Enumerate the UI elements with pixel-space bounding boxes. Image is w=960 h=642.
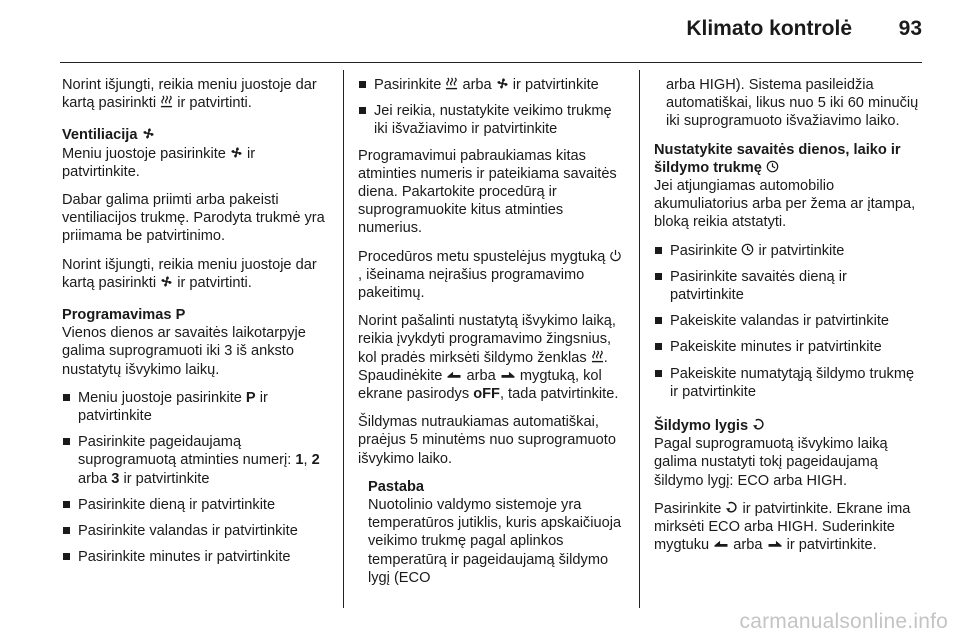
note-body: Nuotolinio valdymo sistemoje yra temperatūros jutiklis, kuris apskaičiuoja veikimo trukmę pagal aplinkos temperatūrą ir pageidaujamą šildymo lygį (ECO — [368, 497, 622, 586]
list-item: Pasirinkite ir patvirtinkite — [654, 242, 924, 260]
paragraph: Programavimui pabraukiamas kitas atminties numeris ir pateikiama savaitės diena. Pakartokite procedūrą ir suprogramuokite kitus atminties numerius. — [358, 147, 617, 237]
paragraph: Nustatykite savaitės dienos, laiko ir šildymo trukmę Jei atjungiamas automobilio akumuliatorius arba per žema ar įtampa, bloką reikia atstatyti. — [654, 141, 924, 232]
section-heading-ventilation: Ventiliacija — [62, 126, 330, 144]
fan-icon — [230, 146, 243, 159]
fan-icon — [496, 77, 509, 90]
watermark: carmanualsonline.info — [739, 610, 948, 633]
right-arrow-icon — [500, 368, 516, 381]
paragraph: Pasirinkite ir patvirtinkite. Ekrane ima mirksėti ECO arba HIGH. Suderinkite mygtuku arba ir patvirtinkite. — [654, 500, 911, 554]
page-title: Klimato kontrolė — [686, 17, 852, 40]
heater-icon — [445, 77, 458, 90]
paragraph: Norint pašalinti nustatytą išvykimo laiką, reikia įvykdyti programavimo žingsnius, kol pradės mirksėti šildymo ženklas . Spaudinėkite arba mygtuką, kol ekrane pasirodys oFF, tada patvirtinkite. — [358, 313, 619, 403]
page-header — [60, 0, 922, 63]
section-heading-clock: Nustatykite savaitės dienos, laiko ir šildymo trukmę — [654, 141, 901, 176]
heater-icon — [160, 95, 173, 108]
column-divider — [343, 70, 344, 608]
column-1 — [62, 76, 330, 574]
list-item: Pasirinkite savaitės dieną ir patvirtinkite — [654, 268, 924, 304]
list-item: Pakeiskite minutes ir patvirtinkite — [654, 338, 924, 356]
list-item: Pasirinkite dieną ir patvirtinkite — [62, 496, 330, 514]
cycle-icon — [752, 418, 765, 431]
list-item: Pasirinkite minutes ir patvirtinkite — [62, 548, 330, 566]
left-arrow-icon — [446, 368, 462, 381]
fan-icon — [160, 275, 173, 288]
clock-icon — [766, 160, 779, 173]
page-number: 93 — [898, 17, 922, 40]
list-item: Pasirinkite arba ir patvirtinkite — [358, 76, 626, 94]
section-heading-heating-level: Šildymo lygis — [654, 417, 924, 435]
left-arrow-icon — [713, 537, 729, 550]
list-item: Pasirinkite pageidaujamą suprogramuotą atminties numerį: 1, 2 arba 3 ir patvirtinkite — [62, 433, 330, 488]
note-heading: Pastaba — [368, 478, 424, 495]
fan-icon — [142, 127, 155, 140]
list-item: Pakeiskite numatytąją šildymo trukmę ir patvirtinkite — [654, 365, 924, 401]
heater-icon — [591, 350, 604, 363]
column-2 — [358, 76, 626, 587]
paragraph: Norint išjungti, reikia meniu juostoje dar kartą pasirinkti ir patvirtinti. — [62, 256, 317, 291]
cycle-icon — [725, 501, 738, 514]
paragraph: arba HIGH). Sistema pasileidžia automatiškai, likus nuo 5 iki 60 minučių iki suprogramuoto išvažiavimo laiko. — [666, 77, 919, 130]
right-arrow-icon — [767, 537, 783, 550]
list-item: Pasirinkite valandas ir patvirtinkite — [62, 522, 330, 540]
paragraph: Procedūros metu spustelėjus mygtuką , išeinama neįrašius programavimo pakeitimų. — [358, 248, 626, 303]
section-heading-programming: Programavimas P — [62, 307, 186, 324]
paragraph: Šildymo lygis Pagal suprogramuotą išvykimo laiką galima nustatyti tokį pageidaujamą šildymo lygį: ECO arba HIGH. — [654, 417, 924, 490]
paragraph: Ventiliacija Meniu juostoje pasirinkite ir patvirtinkite. — [62, 126, 330, 181]
paragraph: Šildymas nutraukiamas automatiškai, praėjus 5 minutėms nuo suprogramuoto išvykimo laiko. — [358, 414, 616, 467]
paragraph: Programavimas P Vienos dienos ar savaitės laikotarpyje galima suprogramuoti iki 3 iš anksto nustatytų išvykimo laikų. — [62, 306, 330, 379]
list-item: Meniu juostoje pasirinkite P ir patvirtinkite — [62, 389, 330, 425]
column-3 — [654, 76, 924, 564]
paragraph: Dabar galima priimti arba pakeisti ventiliacijos trukmę. Parodyta trukmė yra priimama be patvirtinimo. — [62, 192, 325, 245]
clock-icon — [741, 243, 754, 256]
power-icon — [609, 249, 622, 262]
paragraph: Norint išjungti, reikia meniu juostoje dar kartą pasirinkti ir patvirtinti. — [62, 77, 317, 112]
column-divider — [639, 70, 640, 608]
list-item: Pakeiskite valandas ir patvirtinkite — [654, 312, 924, 330]
note-box — [358, 478, 626, 587]
list-item: Jei reikia, nustatykite veikimo trukmę iki išvažiavimo ir patvirtinkite — [358, 102, 626, 138]
